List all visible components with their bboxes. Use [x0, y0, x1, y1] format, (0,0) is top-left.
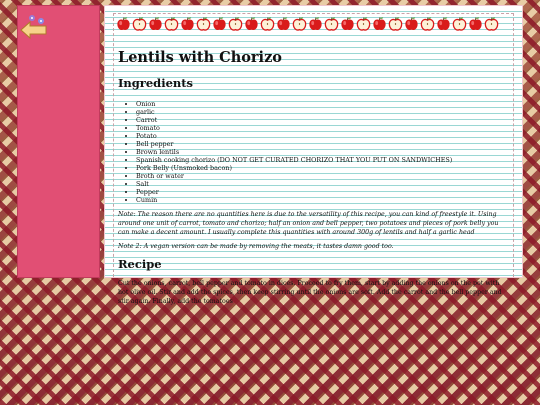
ingredient-item: • Bell pepper	[136, 140, 509, 148]
apple-slice-icon	[388, 16, 403, 32]
apple-slice-icon	[292, 16, 307, 32]
apple-slice-icon	[132, 16, 147, 32]
apple-slice-icon	[356, 16, 371, 32]
apple-icon	[148, 16, 163, 32]
apple-icon	[276, 16, 291, 32]
vegan-note: Note 2: A vegan version can be made by removing the meats, it tastes damn good too.	[118, 243, 394, 250]
ingredient-item: • Brown lentils	[136, 148, 509, 156]
apple-slice-icon	[228, 16, 243, 32]
recipe-heading: Recipe	[118, 257, 162, 271]
apple-slice-icon	[420, 16, 435, 32]
apple-slice-icon	[324, 16, 339, 32]
ingredient-item: • Broth or water	[136, 172, 509, 180]
apple-slice-icon	[164, 16, 179, 32]
back-button[interactable]	[19, 12, 49, 42]
apple-icon	[244, 16, 259, 32]
ingredient-item: • Carrot	[136, 116, 509, 124]
apple-icon	[212, 16, 227, 32]
apple-icon	[180, 16, 195, 32]
ingredient-item: • Pork Belly (Unsmoked bacon)	[136, 164, 509, 172]
apple-icon	[308, 16, 323, 32]
apple-slice-icon	[196, 16, 211, 32]
ingredient-item: • Pepper	[136, 188, 509, 196]
apple-border-row	[114, 14, 513, 35]
ingredients-list	[118, 100, 509, 204]
quantity-note: Note: The reason there are no quantities here is due to the versatility of this recipe, you can kind of freestyle it. Using around one unit of carrot, tomato and chorizo; half an onion and bell pepper, two potatoes and pieces of pork belly you can make a decent amount. I usually complete this quantities with around 300g of lentils and half a garlic head	[118, 211, 499, 236]
apple-icon	[404, 16, 419, 32]
ingredient-item: • Potato	[136, 132, 509, 140]
apple-slice-icon	[484, 16, 499, 32]
recipe-card-border	[113, 13, 514, 305]
ingredient-item: • Salt	[136, 180, 509, 188]
back-arrow-icon	[19, 12, 49, 42]
ingredient-item: • Spanish cooking chorizo (DO NOT GET CURATED CHORIZO THAT YOU PUT ON SANDWICHES)	[136, 156, 509, 164]
sidebar	[17, 5, 100, 278]
apple-slice-icon	[260, 16, 275, 32]
page-title: Lentils with Chorizo	[118, 49, 282, 66]
ingredients-heading: Ingredients	[118, 76, 194, 90]
ingredient-item: • garlic	[136, 108, 509, 116]
apple-icon	[468, 16, 483, 32]
apple-icon	[372, 16, 387, 32]
recipe-content	[114, 35, 513, 306]
recipe-card	[104, 5, 523, 305]
recipe-instructions: Cut the onions, carrot, bell pepper and tomato in dices. Proceed to fry them, start by adding the onions on the pot with hot olive oil. Stir and add the spices, then keep stirring until the onions are soft. Add the carrot and the bell pepper and stir again. Finally, add the tomatoes	[118, 280, 502, 305]
apple-icon	[340, 16, 355, 32]
apple-slice-icon	[452, 16, 467, 32]
apple-icon	[116, 16, 131, 32]
apple-icon	[436, 16, 451, 32]
ingredient-item: • Tomato	[136, 124, 509, 132]
ingredient-item: • Cumin	[136, 196, 509, 204]
ingredient-item: • Onion	[136, 100, 509, 108]
